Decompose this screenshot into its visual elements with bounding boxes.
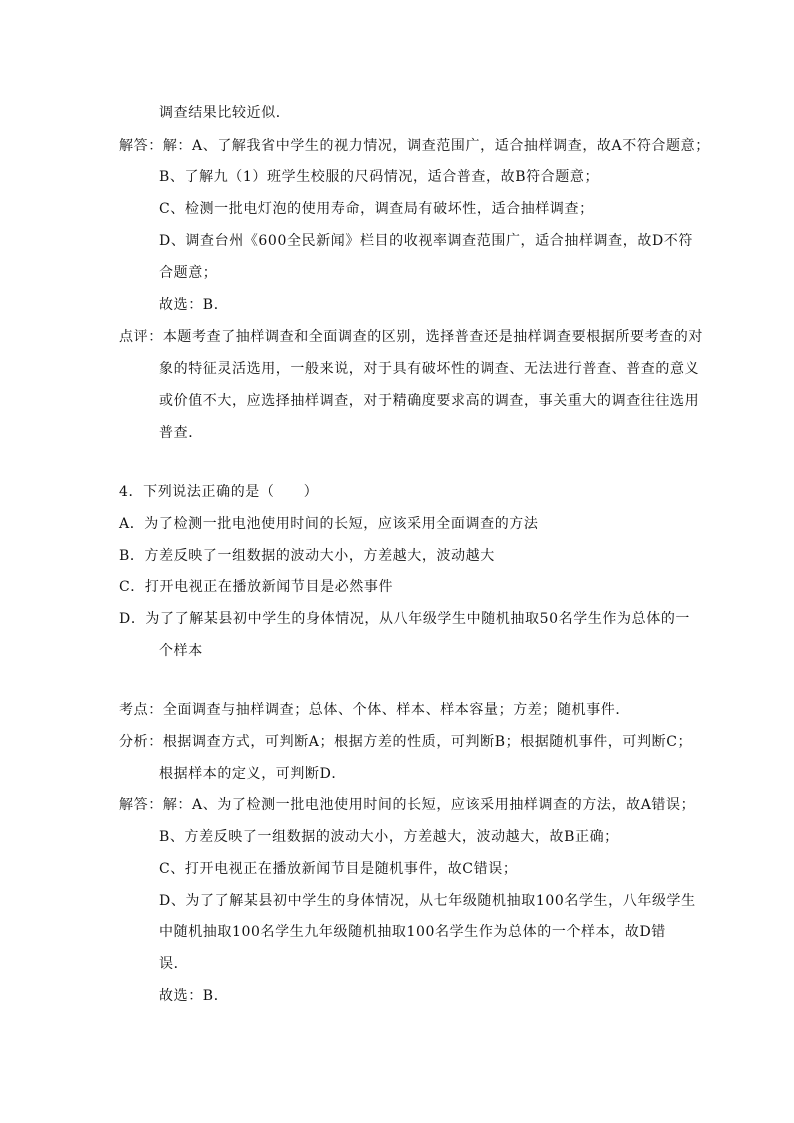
kaodian-text: 全面调查与抽样调查；总体、个体、样本、样本容量；方差；随机事件． [162,702,631,718]
comment-line: 普查． [159,425,203,441]
comment-line: 或价值不大，应选择抽样调查，对于精确度要求高的调查，事关重大的调查往往选用 [159,393,700,409]
question-stem: 4．下列说法正确的是（ ） [119,484,319,500]
answer-line: C、检测一批电灯泡的使用寿命，调查局有破坏性，适合抽样调查； [159,201,594,217]
answer-line: C、打开电视正在播放新闻节目是随机事件，故C错误； [159,861,518,877]
analysis-line: 根据调查方式，可判断A；根据方差的性质，可判断B；根据随机事件，可判断C； [162,734,693,750]
answer-line: B、方差反映了一组数据的波动大小，方差越大，波动越大，故B正确； [159,829,619,845]
comment-first-line [119,328,703,346]
comment-line: 本题考查了抽样调查和全面调查的区别，选择普查还是抽样调查要根据所要考查的对 [162,329,704,345]
answer-line: 误． [159,956,189,972]
answer-label: 解答： [119,138,163,154]
kaodian-label: 考点： [119,702,163,718]
answer-label: 解答： [119,797,163,813]
kaodian-line [119,701,630,719]
answer-line: B、了解九（1）班学生校服的尺码情况，适合普查，故B符合题意； [159,169,600,185]
answer-line: D、为了了解某县初中学生的身体情况，从七年级随机抽取100名学生，八年级学生 [159,893,696,909]
answer-line: 合题意； [159,265,218,281]
answer-4-first-line [119,796,695,814]
answer-line: 故选：B． [159,297,229,313]
continuation-text: 调查结果比较近似． [159,105,291,121]
answer-line: 故选：B． [159,988,229,1004]
analysis-first-line [119,733,692,751]
option-d: D．为了了解某县初中学生的身体情况，从八年级学生中随机抽取50名学生作为总体的一 [119,611,691,627]
option-d-continuation: 个样本 [159,643,203,659]
comment-label: 点评： [119,329,163,345]
answer-line: 解：A、了解我省中学生的视力情况，调查范围广，适合抽样调查，故A不符合题意； [162,138,710,154]
option-a: A．为了检测一批电池使用时间的长短，应该采用全面调查的方法 [119,516,539,532]
option-b: B．方差反映了一组数据的波动大小，方差越大，波动越大 [119,548,495,564]
answer-3-first-line [119,137,710,155]
analysis-line: 根据样本的定义，可判断D． [159,766,347,782]
comment-line: 象的特征灵活选用，一般来说，对于具有破坏性的调查、无法进行普查、普查的意义 [159,361,700,377]
option-c: C．打开电视正在播放新闻节目是必然事件 [119,579,394,595]
analysis-label: 分析： [119,734,163,750]
answer-line: 解：A、为了检测一批电池使用时间的长短，应该采用抽样调查的方法，故A错误； [162,797,696,813]
answer-line: D、调查台州《600全民新闻》栏目的收视率调查范围广，适合抽样调查，故D不符 [159,233,693,249]
answer-line: 中随机抽取100名学生九年级随机抽取100名学生作为总体的一个样本，故D错 [159,924,666,940]
